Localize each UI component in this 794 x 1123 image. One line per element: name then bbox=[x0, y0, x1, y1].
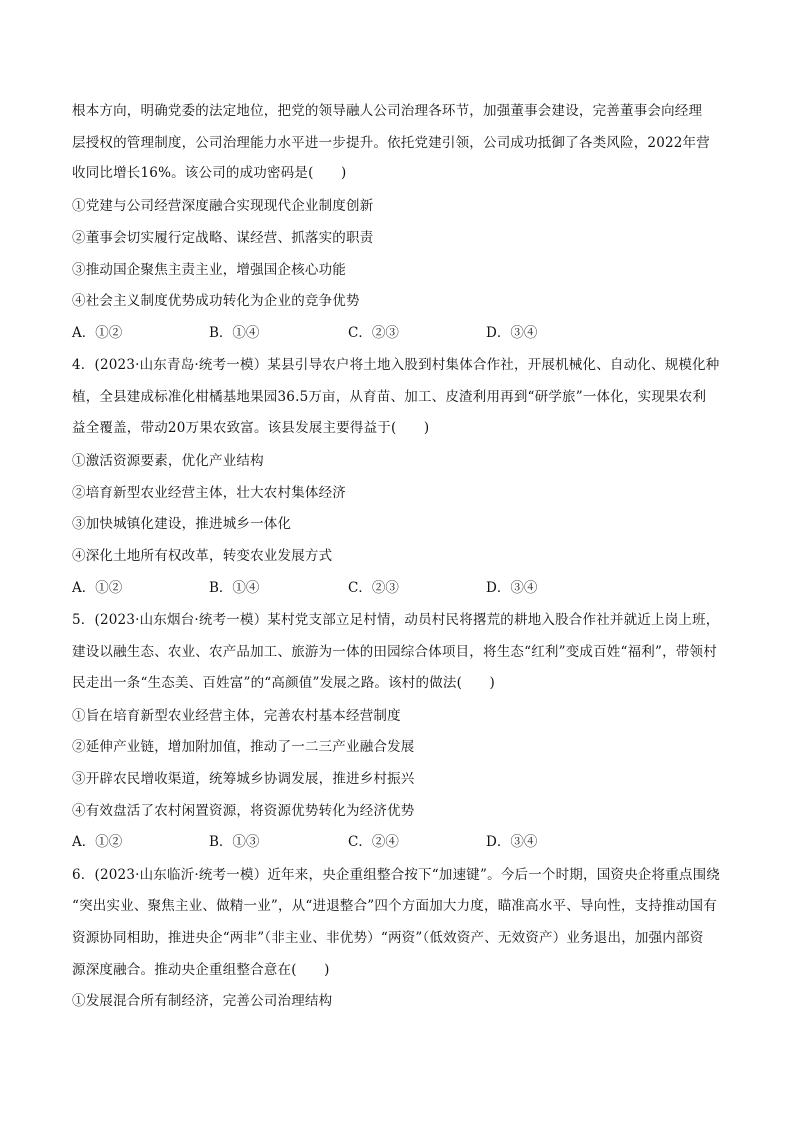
question-4-text-line: 植，全县建成标准化柑橘基地果园36.5万亩，从育苗、加工、皮渣利用再到“研学旅”一体化，实现果农利 bbox=[72, 389, 707, 405]
statement-item: ①旨在培育新型农业经营主体，完善农村基本经营制度 bbox=[72, 708, 401, 724]
option-d: D．③④ bbox=[486, 834, 538, 850]
option-d: D．③④ bbox=[486, 325, 538, 341]
option-c: C．②④ bbox=[348, 834, 399, 850]
statement-item: ③推动国企聚焦主责主业，增强国企核心功能 bbox=[72, 262, 346, 278]
option-a: A．①② bbox=[72, 580, 123, 596]
question-6-text-line: 源深度融合。推动央企重组整合意在( ) bbox=[72, 962, 330, 978]
statement-item: ①发展混合所有制经济，完善公司治理结构 bbox=[72, 993, 333, 1009]
question-text-line: 根本方向，明确党委的法定地位，把党的领导融人公司治理各环节，加强董事会建设，完善董事会向经理 bbox=[72, 103, 703, 119]
question-6-text-line: “突出实业、聚焦主业、做精一业”，从“进退整合”四个方面加大力度，瞄准高水平、导向性，支持推动国有 bbox=[72, 898, 717, 914]
option-a: A．①② bbox=[72, 834, 123, 850]
option-d: D．③④ bbox=[486, 580, 538, 596]
question-5-text-line: 民走出一条“生态美、百姓富”的“高颜值”发展之路。该村的做法( ) bbox=[72, 675, 495, 691]
question-text-line: 层授权的管理制度，公司治理能力水平进一步提升。依托党建引领，公司成功抵御了各类风险，2022年营 bbox=[72, 135, 710, 151]
statement-item: ③加快城镇化建设，推进城乡一体化 bbox=[72, 516, 292, 532]
question-4-text-line: 益全覆盖，带动20万果农致富。该县发展主要得益于( ) bbox=[72, 420, 430, 436]
question-6-text-line: 资源协同相助，推进央企“两非”（非主业、非优势）“两资”（低效资产、无效资产）业务退出，加强内部资 bbox=[72, 930, 704, 946]
statement-item: ③开辟农民增收渠道，统筹城乡协调发展，推进乡村振兴 bbox=[72, 771, 415, 787]
option-b: B．①③ bbox=[209, 834, 260, 850]
option-c: C．②③ bbox=[348, 325, 399, 341]
statement-item: ②延伸产业链，增加附加值，推动了一二三产业融合发展 bbox=[72, 739, 415, 755]
question-6-text-line: 6．(2023·山东临沂·统考一模）近年来，央企重组整合按下“加速键”。今后一个时期，国资央企将重点围绕 bbox=[72, 867, 720, 883]
question-4-text-line: 4．(2023·山东青岛·统考一模）某县引导农户将土地入股到村集体合作社，开展机械化、自动化、规模化种 bbox=[72, 357, 720, 373]
question-text-line: 收同比增长16%。该公司的成功密码是( ) bbox=[72, 165, 347, 181]
statement-item: ①激活资源要素，优化产业结构 bbox=[72, 453, 264, 469]
option-b: B．①④ bbox=[209, 580, 260, 596]
statement-item: ②董事会切实履行定战略、谋经营、抓落实的职责 bbox=[72, 230, 374, 246]
option-c: C．②③ bbox=[348, 580, 399, 596]
question-5-text-line: 建设以融生态、农业、农产品加工、旅游为一体的田园综合体项目，将生态“红利”变成百姓“福利”，带领村 bbox=[72, 644, 717, 660]
option-a: A．①② bbox=[72, 325, 123, 341]
statement-item: ④深化土地所有权改革，转变农业发展方式 bbox=[72, 548, 333, 564]
statement-item: ②培育新型农业经营主体，壮大农村集体经济 bbox=[72, 485, 346, 501]
statement-item: ④社会主义制度优势成功转化为企业的竞争优势 bbox=[72, 293, 360, 309]
option-b: B．①④ bbox=[209, 325, 260, 341]
statement-item: ④有效盘活了农村闲置资源，将资源优势转化为经济优势 bbox=[72, 803, 415, 819]
statement-item: ①党建与公司经营深度融合实现现代企业制度创新 bbox=[72, 198, 374, 214]
question-5-text-line: 5．(2023·山东烟台·统考一模）某村党支部立足村情，动员村民将撂荒的耕地入股合作社并就近上岗上班， bbox=[72, 612, 720, 628]
